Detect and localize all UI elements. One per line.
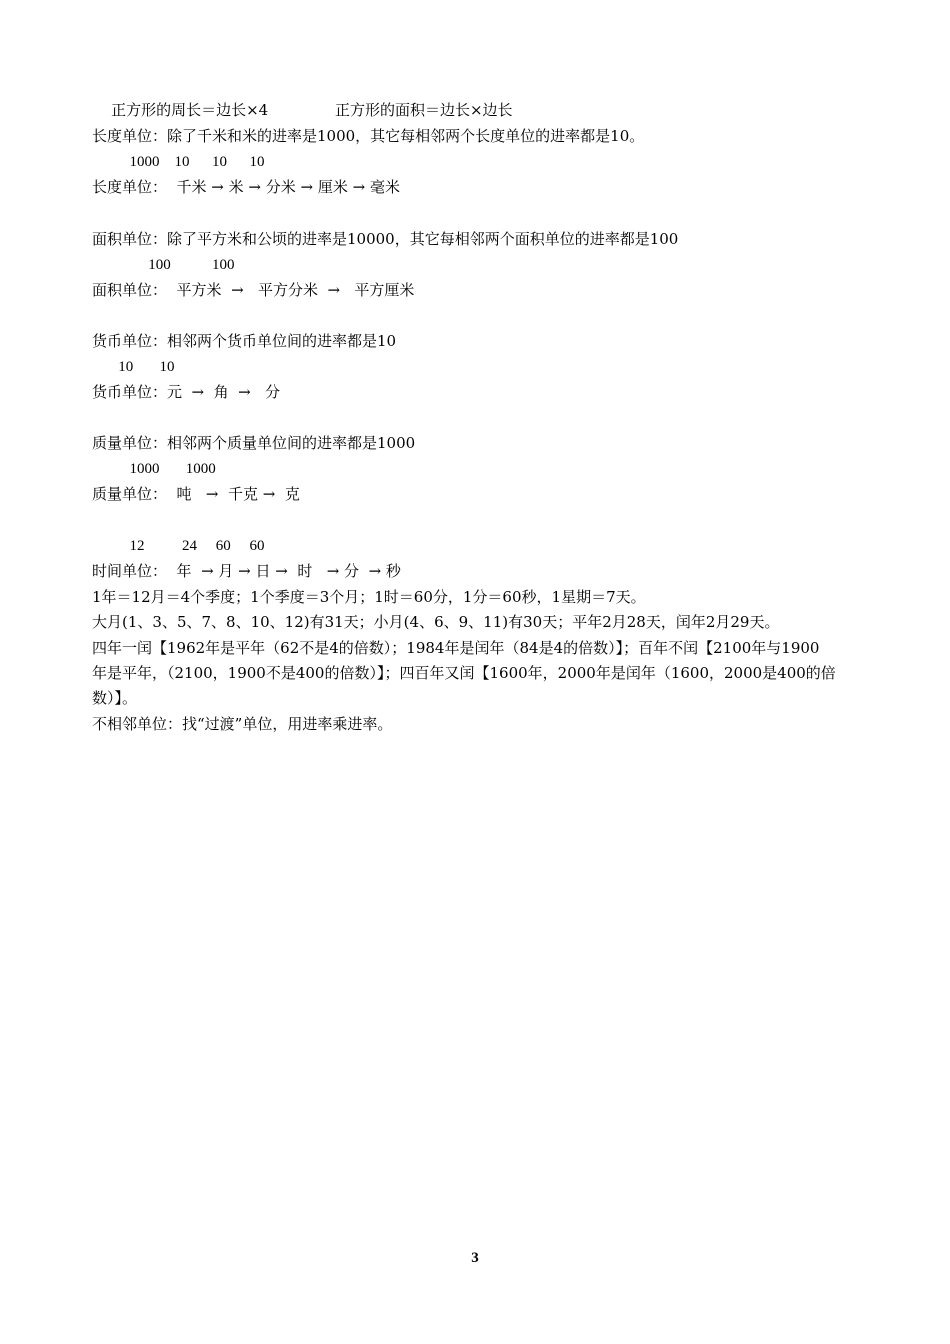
currency-rates: 10 10 [92,359,175,375]
leap-year-rule-1: 四年一闰【1962年是平年（62不是4的倍数）；1984年是闰年（84是4的倍数）】；百年不闰【2100年与1900 [92,639,820,657]
mass-unit-rule: 质量单位：相邻两个质量单位间的进率都是1000 [92,434,416,452]
area-rates: 100 100 [92,257,235,273]
page-number: 3 [471,1250,479,1266]
leap-year-rule-3: 数）】。 [92,689,138,707]
leap-year-rule-2: 年是平年，（2100，1900不是400的倍数）】；四百年又闰【1600年，2000年是闰年（1600，2000是400的倍 [92,664,836,682]
length-unit-rule: 长度单位：除了千米和米的进率是1000，其它每相邻两个长度单位的进率都是10。 [92,127,645,145]
month-days: 大月(1、3、5、7、8、10、12)有31天；小月(4、6、9、11)有30天；平年2月28天，闰年2月29天。 [92,613,780,631]
square-formulas: 正方形的周长＝边长×4 正方形的面积＝边长×边长 [92,101,513,119]
length-units-chain: 长度单位： 千米 → 米 → 分米 → 厘米 → 毫米 [92,178,400,196]
area-unit-rule: 面积单位：除了平方米和公顷的进率是10000，其它每相邻两个面积单位的进率都是100 [92,230,679,248]
area-units-chain: 面积单位： 平方米 → 平方分米 → 平方厘米 [92,281,415,299]
non-adjacent-units-rule: 不相邻单位：找“过渡”单位，用进率乘进率。 [92,715,393,733]
mass-units-chain: 质量单位： 吨 → 千克 → 克 [92,485,300,503]
length-rates: 1000 10 10 10 [92,154,265,170]
time-facts: 1年＝12月＝4个季度；1个季度＝3个月；1时＝60分，1分＝60秒，1星期＝7天。 [92,588,646,606]
currency-units-chain: 货币单位：元 → 角 → 分 [92,383,281,401]
currency-unit-rule: 货币单位：相邻两个货币单位间的进率都是10 [92,332,397,350]
time-rates: 12 24 60 60 [92,538,265,554]
time-units-chain: 时间单位： 年 → 月 → 日 → 时 → 分 → 秒 [92,562,401,580]
mass-rates: 1000 1000 [92,461,216,477]
